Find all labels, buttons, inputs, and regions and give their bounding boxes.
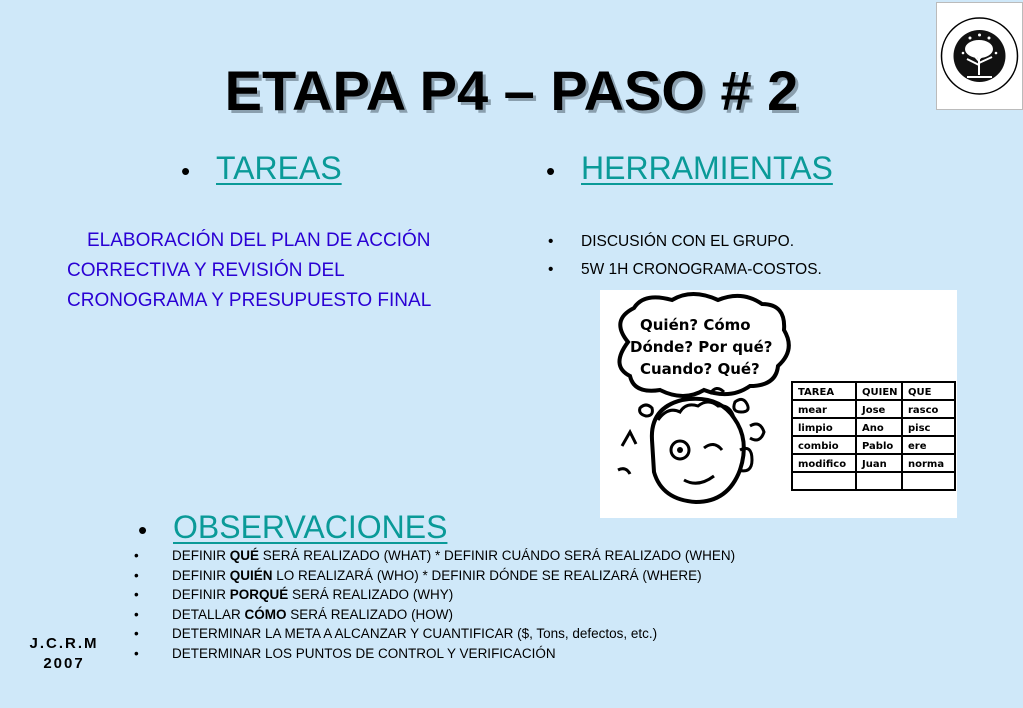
- item-keyword: CÓMO: [244, 606, 287, 622]
- thought-line: Quién? Cómo: [640, 316, 751, 334]
- author-footer: [14, 634, 114, 674]
- observaciones-list: [130, 546, 930, 663]
- item-keyword: PORQUÉ: [229, 587, 289, 602]
- thought-line: Dónde? Por qué?: [630, 338, 773, 356]
- item-text: DEFINIR: [172, 567, 230, 583]
- list-item: [130, 605, 930, 625]
- university-seal-icon: [936, 2, 1023, 110]
- herramientas-list: [545, 228, 822, 284]
- tareas-line: CORRECTIVA Y REVISIÓN DEL: [67, 260, 345, 281]
- list-item: [130, 644, 930, 664]
- list-item: [130, 585, 930, 605]
- item-text: LO REALIZARÁ (WHO) * DEFINIR DÓNDE SE REALIZARÁ (WHERE): [272, 567, 702, 583]
- author-year: 2007: [43, 655, 85, 672]
- slide-title: ETAPA P4 – PASO # 2: [224, 59, 799, 122]
- item-text: SERÁ REALIZADO (HOW): [286, 606, 454, 622]
- table-cell: limpio: [798, 423, 833, 434]
- item-text: SERÁ REALIZADO (WHAT) * DEFINIR CUÁNDO SERÁ REALIZADO (WHEN): [259, 548, 736, 563]
- table-cell: Ano: [862, 423, 884, 434]
- table-cell: Pablo: [862, 441, 894, 452]
- list-item: • DISCUSIÓN CON EL GRUPO.: [545, 228, 822, 256]
- table-cell: Juan: [862, 459, 887, 470]
- table-header: QUE: [908, 387, 932, 398]
- observaciones-bullet: •: [138, 515, 148, 545]
- item-text: DETERMINAR LOS PUNTOS DE CONTROL Y VERIFICACIÓN: [172, 645, 556, 661]
- observaciones-heading: OBSERVACIONES: [173, 509, 448, 545]
- item-keyword: QUIÉN: [229, 567, 273, 583]
- author-initials: J.C.R.M: [29, 635, 99, 652]
- tareas-text: [67, 226, 537, 316]
- herramientas-bullet: •: [546, 156, 556, 186]
- table-cell: combio: [798, 441, 839, 452]
- table-header: TAREA: [798, 387, 835, 398]
- tareas-line: CRONOGRAMA Y PRESUPUESTO FINAL: [67, 290, 432, 311]
- item-text: DEFINIR: [172, 548, 230, 563]
- table-cell: pisc: [908, 423, 931, 434]
- thinking-person-icon: [600, 290, 957, 518]
- table-cell: mear: [798, 405, 827, 416]
- thought-line: Cuando? Qué?: [640, 360, 760, 378]
- list-item: [130, 546, 930, 566]
- list-item: [130, 624, 930, 644]
- item-text: DETERMINAR LA META A ALCANZAR Y CUANTIFICAR ($, Tons, defectos, etc.): [172, 626, 658, 641]
- herramientas-heading: HERRAMIENTAS: [581, 150, 833, 186]
- table-cell: rasco: [908, 405, 939, 416]
- table-cell: ere: [908, 441, 927, 452]
- table-cell: Jose: [862, 405, 886, 416]
- list-item: [130, 566, 930, 586]
- table-cell: modifico: [798, 459, 847, 470]
- tareas-heading: TAREAS: [216, 150, 342, 186]
- item-text: DETALLAR: [172, 606, 245, 622]
- tareas-line: ELABORACIÓN DEL PLAN DE ACCIÓN: [87, 230, 431, 251]
- list-item: • 5W 1H CRONOGRAMA-COSTOS.: [545, 256, 822, 284]
- table-header: QUIEN: [862, 387, 898, 398]
- item-text: SERÁ REALIZADO (WHY): [288, 587, 454, 602]
- table-cell: norma: [908, 459, 945, 470]
- tareas-bullet: •: [181, 156, 191, 186]
- item-keyword: QUÉ: [229, 548, 260, 563]
- item-text: DEFINIR: [172, 587, 230, 602]
